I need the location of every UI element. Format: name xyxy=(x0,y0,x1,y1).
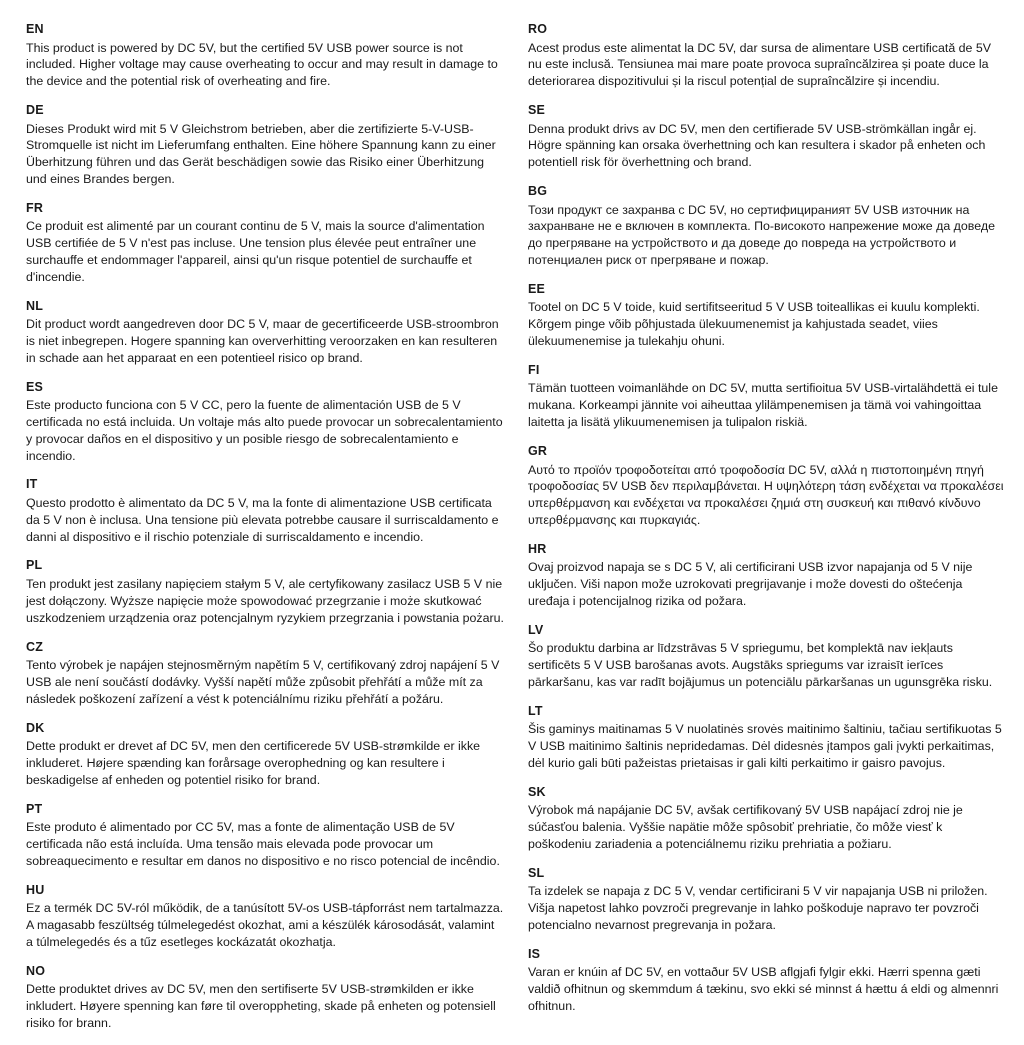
language-entry xyxy=(26,201,504,286)
language-text: Ta izdelek se napaja z DC 5 V, vendar certificirani 5 V vir napajanja USB ni priložen. Višja napetost lahko povzroči pregrevanje in lahko poškoduje napravo ter povzroči potencialno nevarnost pregrevanja in požara. xyxy=(528,884,988,932)
language-text: Questo prodotto è alimentato da DC 5 V, ma la fonte di alimentazione USB certificata da 5 V non è inclusa. Una tensione più elevata potrebbe causare il surriscaldamento e danni al dispositivo e il rischio potenziale di surriscaldamento e incendio. xyxy=(26,496,499,544)
right-column xyxy=(528,22,1006,1028)
language-code: DK xyxy=(26,720,45,735)
language-entry xyxy=(528,363,1006,431)
language-entry xyxy=(528,103,1006,171)
language-text: Ovaj proizvod napaja se s DC 5 V, ali certificirani USB izvor napajanja od 5 V nije uključen. Viši napon može uzrokovati pregrijavanje i može dovesti do oštećenja uređaja i potencijalnog rizika od požara. xyxy=(528,560,973,608)
language-text: Šo produktu darbina ar līdzstrāvas 5 V spriegumu, bet komplektā nav iekļauts sertificēts 5 V USB barošanas avots. Augstāks spriegums var izraisīt ierīces pārkaršanu, kas var radīt bojājumus un potenciālu pārkaršanas un ugunsgrēka risku. xyxy=(528,641,993,689)
language-entry xyxy=(528,282,1006,350)
language-entry xyxy=(26,964,504,1032)
language-code: IT xyxy=(26,477,38,492)
language-code: IS xyxy=(528,946,541,961)
language-entry xyxy=(26,640,504,708)
language-code: PL xyxy=(26,558,43,573)
language-text: Tento výrobek je napájen stejnosměrným napětím 5 V, certifikovaný zdroj napájení 5 V USB ale není součástí dodávky. Vyšší napětí může způsobit přehřátí a může mít za následek poškození zařízení a vést k potenciálnímu riziku přehřátí a požáru. xyxy=(26,658,500,706)
language-text: Ten produkt jest zasilany napięciem stałym 5 V, ale certyfikowany zasilacz USB 5 V nie jest dołączony. Wyższe napięcie może spowodować przegrzanie i może skutkować uszkodzeniem urządzenia oraz potencjalnym ryzykiem przegrzania i powstania pożaru. xyxy=(26,577,504,625)
language-code: NL xyxy=(26,298,44,313)
language-code: LT xyxy=(528,703,543,718)
language-entry xyxy=(528,704,1006,772)
language-text: Ce produit est alimenté par un courant continu de 5 V, mais la source d'alimentation USB certifiée de 5 V n'est pas incluse. Une tension plus élevée peut entraîner une surchauffe et endommager l'appareil, ainsi qu'un risque potentiel de surchauffe et d'incendie. xyxy=(26,219,485,284)
language-text: Denna produkt drivs av DC 5V, men den certifierade 5V USB-strömkällan ingår ej. Högre spänning kan orsaka överhettning och kan resultera i skador på enheten och potentiell risk för överhettning och brand. xyxy=(528,121,986,170)
language-entry xyxy=(528,542,1006,610)
language-code: CZ xyxy=(26,639,44,654)
language-code: BG xyxy=(528,184,548,199)
language-text: Este produto é alimentado por CC 5V, mas a fonte de alimentação USB de 5V certificada não está incluída. Uma tensão mais elevada pode provocar um sobreaquecimento e resultar em danos no dispositivo e no risco potencial de incêndio. xyxy=(26,820,500,868)
language-code: ES xyxy=(26,379,44,394)
language-code: FR xyxy=(26,200,44,215)
language-entry xyxy=(26,802,504,870)
language-code: HR xyxy=(528,541,547,556)
language-code: GR xyxy=(528,443,548,458)
language-entry xyxy=(528,947,1006,1015)
language-entry xyxy=(528,866,1006,934)
language-code: NO xyxy=(26,963,46,978)
language-code: HU xyxy=(26,882,45,897)
language-text: Ez a termék DC 5V-ról működik, de a tanúsított 5V-os USB-tápforrást nem tartalmazza. A magasabb feszültség túlmelegedést okozhat, ami a készülék károsodását, valamint a túlmelegedés és a tűz esetleges kockázatát okozhatja. xyxy=(26,901,504,949)
language-code: RO xyxy=(528,22,548,36)
language-code: EE xyxy=(528,281,546,296)
language-text: Este producto funciona con 5 V CC, pero la fuente de alimentación USB de 5 V certificada no está incluida. Un voltaje más alto puede provocar un sobrecalentamiento y provocar daños en el dispositivo y un posible riesgo de sobrecalentamiento e incendio. xyxy=(26,398,503,463)
language-text: Този продукт се захранва с DC 5V, но сертифицираният 5V USB източник на захранване не е включен в комплекта. По-високото напрежение може да доведе до прегряване на устройството и да доведе до повреда на устройството и потенциален риск от прегряване и пожар. xyxy=(528,202,995,268)
language-entry xyxy=(26,380,504,465)
language-entry xyxy=(26,883,504,951)
language-code: PT xyxy=(26,801,43,816)
language-text: This product is powered by DC 5V, but the certified 5V USB power source is not included. Higher voltage may cause overheating to occur and may result in damage to the device and the potential risk of overheating and fire. xyxy=(26,40,498,89)
language-code: SL xyxy=(528,865,545,880)
language-text: Dette produkt er drevet af DC 5V, men den certificerede 5V USB-strømkilde er ikke inkluderet. Højere spænding kan forårsage overophedning og kan resultere i beskadigelse af enheden og potentiel risiko for brand. xyxy=(26,739,481,787)
language-text: Αυτό το προϊόν τροφοδοτείται από τροφοδοσία DC 5V, αλλά η πιστοποιημένη πηγή τροφοδοσίας 5V USB δεν περιλαμβάνεται. Η υψηλότερη τάση ενδέχεται να προκαλέσει υπερθέρμανση και ενδέχεται να προκαλέσει ζημιά στη συσκευή και πιθανό κίνδυνο υπερθέρμανσης και πυρκαγιάς. xyxy=(528,462,1004,527)
language-code: SE xyxy=(528,103,546,118)
language-entry xyxy=(528,623,1006,691)
language-entry xyxy=(528,785,1006,853)
language-entry xyxy=(26,103,504,188)
language-text: Šis gaminys maitinamas 5 V nuolatinės srovės maitinimo šaltiniu, tačiau sertifikuotas 5 V USB maitinimo šaltinis nepridedamas. Dėl didesnės įtampos gali įvykti perkaitimas, dėl kurio gali būti pažeistas prietaisas ir gali kilti perkaitimo ir gaisro pavojus. xyxy=(528,722,1002,770)
language-text: Dette produktet drives av DC 5V, men den sertifiserte 5V USB-strømkilden er ikke inkludert. Høyere spenning kan føre til overoppheting, skade på enheten og potensiell risiko for brann. xyxy=(26,982,496,1030)
language-text: Varan er knúin af DC 5V, en vottaður 5V USB aflgjafi fylgir ekki. Hærri spenna gæti valdið ofhitnun og skemmdum á tækinu, svo ekki sé minnst á hættu á eldi og almennri ofhitnun. xyxy=(528,965,999,1013)
language-code: SK xyxy=(528,784,546,799)
language-text: Dieses Produkt wird mit 5 V Gleichstrom betrieben, aber die zertifizierte 5-V-USB-Stromquelle ist nicht im Lieferumfang enthalten. Eine höhere Spannung kann zu einer Überhitzung führen und das Gerät beschädigen sowie das Risiko einer Überhitzung und eines Brandes bergen. xyxy=(26,121,496,187)
language-code: DE xyxy=(26,103,44,118)
language-entry xyxy=(528,22,1006,90)
language-code: EN xyxy=(26,22,44,36)
language-entry xyxy=(26,299,504,367)
language-entry xyxy=(528,184,1006,269)
language-text: Tämän tuotteen voimanlähde on DC 5V, mutta sertifioitua 5V USB-virtalähdettä ei tule mukana. Korkeampi jännite voi aiheuttaa ylilämpenemisen ja tämä voi vahingoittaa laitetta ja lisätä ylikuumenemisen ja tulipalon riskiä. xyxy=(528,381,998,430)
language-text: Dit product wordt aangedreven door DC 5 V, maar de gecertificeerde USB-stroombron is niet inbegrepen. Hogere spanning kan oververhitting veroorzaken en kan resulteren in schade aan het apparaat en een potentieel risico op brand. xyxy=(26,317,499,365)
language-entry xyxy=(26,22,504,90)
language-text: Výrobok má napájanie DC 5V, avšak certifikovaný 5V USB napájací zdroj nie je súčasťou balenia. Vyššie napätie môže spôsobiť prehriatie, čo môže viesť k poškodeniu zariadenia a potenciálnemu riziku prehriatia a požiaru. xyxy=(528,803,963,851)
language-entry xyxy=(26,477,504,545)
language-text: Tootel on DC 5 V toide, kuid sertifitseeritud 5 V USB toiteallikas ei kuulu komplekti. Kõrgem pinge võib põhjustada ülekuumenemist ja kahjustada seadet, viies ülekuumenemise ja tulekahju ohuni. xyxy=(528,300,980,349)
language-entry xyxy=(26,558,504,626)
language-code: FI xyxy=(528,362,540,377)
language-text: Acest produs este alimentat la DC 5V, dar sursa de alimentare USB certificată de 5V nu este inclusă. Tensiunea mai mare poate provoca supraîncălzirea și poate duce la deteriorarea dispozitivului și la riscul potențial de supraîncălzire și incendiu. xyxy=(528,40,992,89)
language-code: LV xyxy=(528,622,544,637)
language-entry xyxy=(26,721,504,789)
left-column xyxy=(26,22,504,1045)
two-column-layout xyxy=(26,22,1004,1030)
language-entry xyxy=(528,444,1006,529)
